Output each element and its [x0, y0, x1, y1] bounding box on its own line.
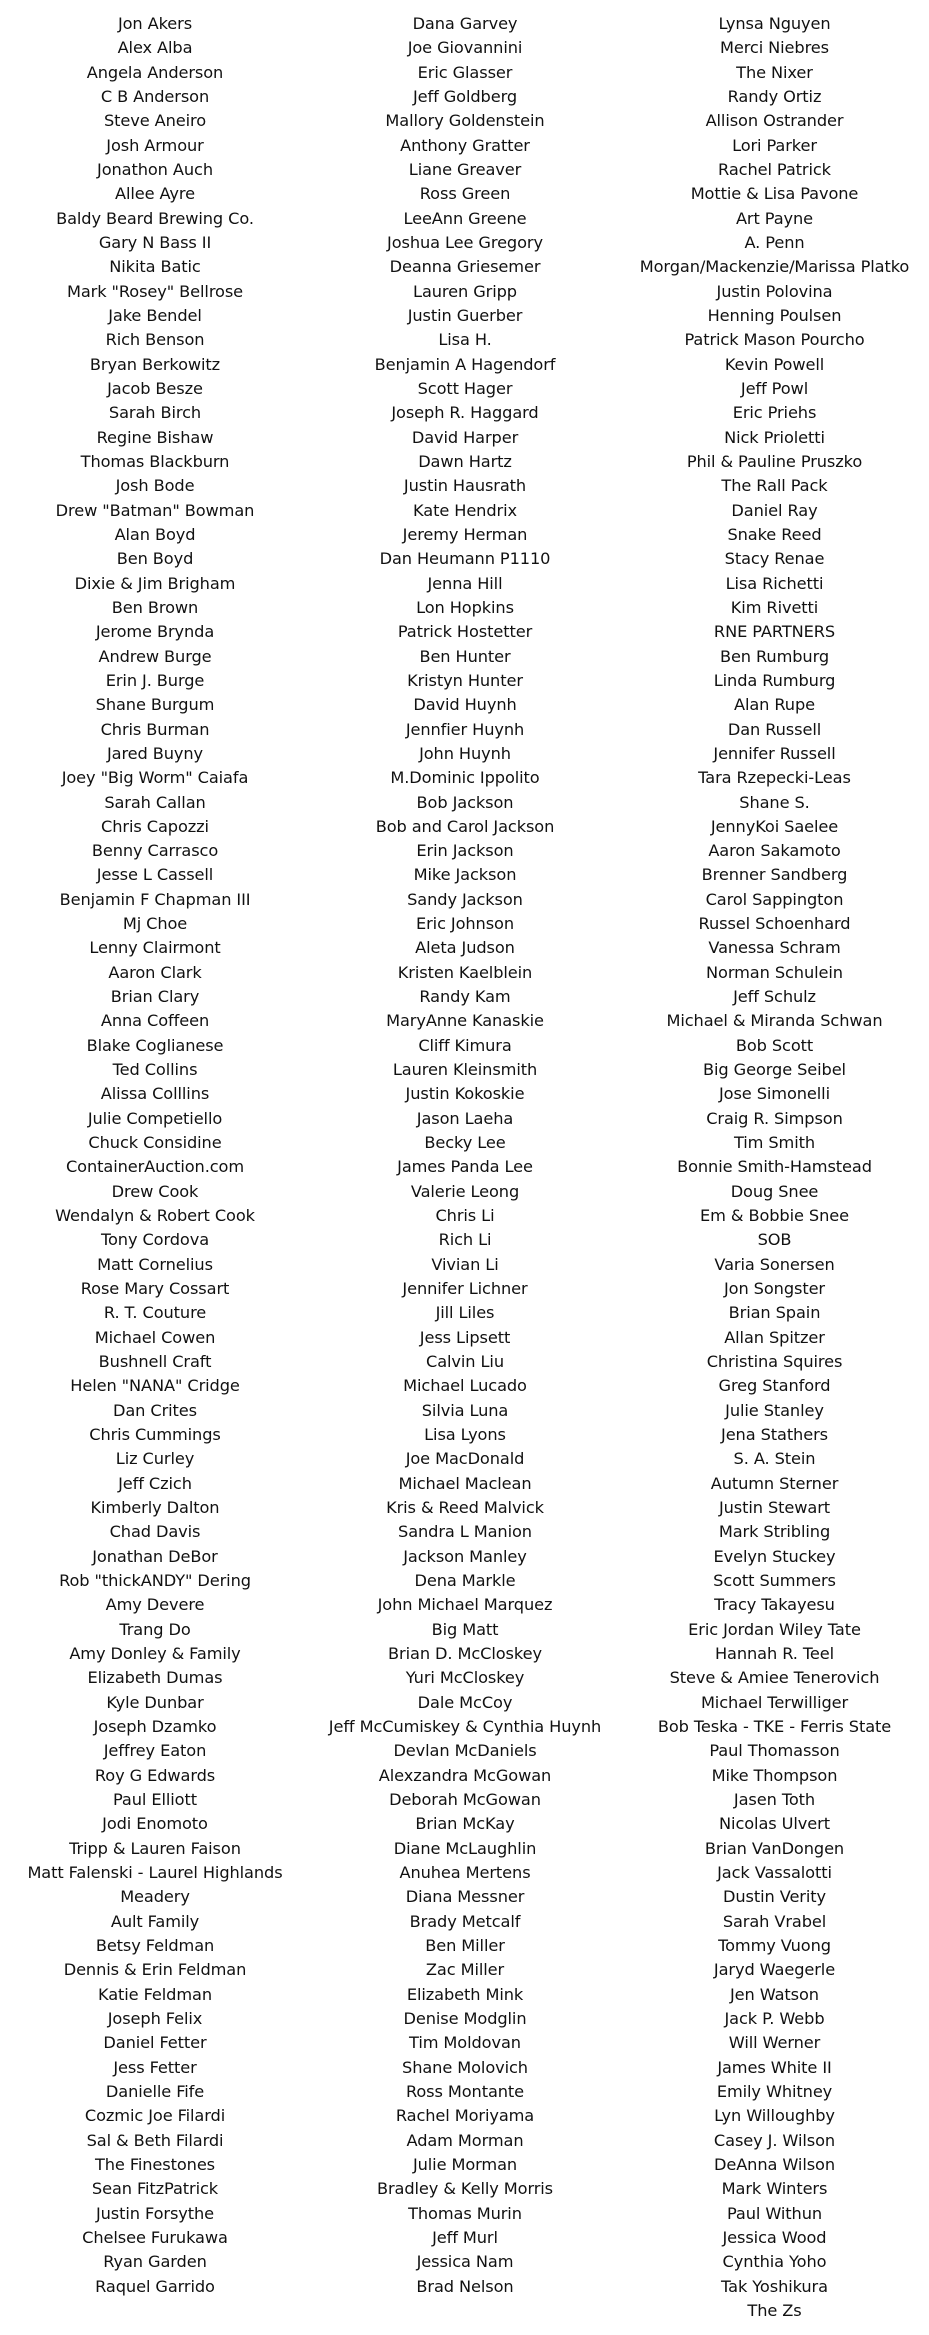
name-entry: Jesse L Cassell: [96, 865, 214, 885]
name-entry: Shane Molovich: [402, 2057, 528, 2077]
name-entry: Erin Jackson: [416, 841, 514, 861]
name-entry: Kristen Kaelblein: [397, 962, 533, 982]
name-entry: Jonathon Auch: [97, 159, 213, 179]
name-entry: Benny Carrasco: [91, 841, 219, 861]
name-entry: Hannah R. Teel: [714, 1643, 835, 1663]
name-entry: Shane Burgum: [95, 695, 215, 715]
name-entry: Sarah Vrabel: [722, 1911, 827, 1931]
name-entry: Josh Armour: [106, 135, 204, 155]
name-entry: M.Dominic Ippolito: [390, 768, 540, 788]
name-entry: Kris & Reed Malvick: [386, 1498, 544, 1518]
name-entry: Deborah McGowan: [389, 1789, 541, 1809]
name-entry: Joseph R. Haggard: [391, 403, 539, 423]
name-entry: Chuck Considine: [88, 1133, 222, 1153]
name-entry: Jennifer Russell: [713, 743, 836, 763]
name-entry: Mj Choe: [122, 914, 188, 934]
name-entry: Jeff Czich: [118, 1473, 192, 1493]
name-entry: Drew Cook: [111, 1181, 199, 1201]
name-entry: Justin Stewart: [718, 1498, 831, 1518]
name-entry: Rob "thickANDY" Dering: [59, 1571, 251, 1590]
name-entry: Brian VanDongen: [704, 1838, 845, 1858]
name-entry: Justin Polovina: [716, 281, 833, 301]
name-entry: Calvin Liu: [426, 1352, 504, 1372]
name-entry: Nicolas Ulvert: [719, 1814, 830, 1834]
name-entry: Chris Capozzi: [101, 816, 209, 836]
name-entry: Lenny Clairmont: [89, 938, 221, 958]
name-entry: Allison Ostrander: [705, 111, 844, 131]
name-entry: Tim Smith: [733, 1133, 816, 1153]
name-entry: Joe MacDonald: [405, 1449, 525, 1469]
name-entry: Roy G Edwards: [94, 1765, 216, 1785]
name-entry: Chris Li: [435, 1206, 495, 1226]
name-entry: Rachel Moriyama: [395, 2106, 535, 2126]
name-entry: Devlan McDaniels: [393, 1741, 537, 1761]
name-entry: Justin Kokoskie: [405, 1084, 525, 1104]
name-entry: Tim Moldovan: [409, 2033, 521, 2053]
name-entry: Brian Spain: [728, 1303, 821, 1323]
name-entry: Morgan/Mackenzie/Marissa Platko: [639, 257, 910, 277]
name-entry: The Nixer: [736, 62, 813, 82]
name-entry: Ben Hunter: [419, 646, 511, 666]
name-entry: ContainerAuction.com: [65, 1157, 245, 1177]
name-entry: Alan Boyd: [114, 524, 196, 544]
name-entry: Katie Feldman: [97, 1984, 212, 2004]
name-entry: Anna Coffeen: [100, 1011, 210, 1031]
name-entry: Michael Lucado: [403, 1376, 527, 1396]
name-entry: Jose Simonelli: [719, 1084, 830, 1104]
name-entry: Julie Competiello: [87, 1108, 223, 1128]
name-entry: A. Penn: [744, 232, 805, 252]
name-entry: Dan Crites: [113, 1400, 197, 1420]
name-entry: Big Matt: [431, 1619, 499, 1639]
name-entry: Ault Family: [110, 1911, 200, 1931]
name-entry: John Michael Marquez: [377, 1595, 553, 1615]
name-entry: Daniel Ray: [731, 500, 818, 520]
name-entry: Steve Aneiro: [103, 111, 207, 131]
name-entry: Deanna Griesemer: [389, 257, 541, 277]
name-entry: Justin Forsythe: [95, 2203, 215, 2223]
name-entry: Jeff Goldberg: [412, 86, 518, 106]
name-entry: Ross Montante: [405, 2081, 525, 2101]
name-entry: Dale McCoy: [417, 1692, 513, 1712]
name-entry: Michael Terwilliger: [700, 1692, 849, 1712]
name-entry: Jeff Powl: [740, 378, 809, 398]
name-entry: Jonathan DeBor: [92, 1546, 218, 1566]
name-entry: Jaryd Waegerle: [713, 1960, 836, 1980]
name-entry: Justin Guerber: [407, 305, 523, 325]
name-entry: Jack Vassalotti: [717, 1862, 832, 1882]
name-entry: Jessica Wood: [722, 2227, 827, 2247]
name-entry: Alexzandra McGowan: [378, 1765, 552, 1785]
name-entry: Allan Spitzer: [724, 1327, 825, 1347]
name-entry: Autumn Sterner: [710, 1473, 839, 1493]
name-entry: Rich Benson: [105, 330, 205, 350]
name-entry: Kristyn Hunter: [407, 670, 523, 690]
name-entry: Brian McKay: [415, 1814, 515, 1834]
name-entry: Diana Messner: [405, 1887, 525, 1907]
name-entry: Thomas Blackburn: [80, 451, 230, 471]
name-entry: Merci Niebres: [719, 38, 829, 58]
name-entry: C B Anderson: [100, 86, 210, 106]
name-entry: David Harper: [411, 427, 519, 447]
name-entry: Baldy Beard Brewing Co.: [56, 208, 254, 228]
name-entry: Scott Summers: [713, 1571, 836, 1590]
name-entry: Justin Hausrath: [403, 476, 527, 496]
name-entry: Russel Schoenhard: [698, 914, 851, 934]
name-entry: S. A. Stein: [733, 1449, 816, 1469]
name-entry: Alex Alba: [117, 38, 193, 58]
name-entry: Carol Sappington: [705, 889, 844, 909]
name-entry: Kim Rivetti: [730, 597, 819, 617]
name-entry: Drew "Batman" Bowman: [55, 500, 255, 520]
name-entry: Julie Stanley: [725, 1400, 824, 1420]
name-entry: Jena Stathers: [721, 1425, 828, 1445]
name-entry: Big George Seibel: [703, 1060, 846, 1080]
name-entry: Jeremy Herman: [402, 524, 528, 544]
name-entry: Craig R. Simpson: [706, 1108, 843, 1128]
name-entry: Diane McLaughlin: [393, 1838, 537, 1858]
name-entry: Silvia Luna: [421, 1400, 509, 1420]
name-entry: Kimberly Dalton: [90, 1498, 220, 1518]
name-entry: Lisa Richetti: [725, 573, 824, 593]
name-entry: Meadery: [120, 1887, 190, 1907]
name-entry: Cynthia Yoho: [722, 2252, 827, 2272]
name-entry: Jessica Nam: [416, 2252, 514, 2272]
name-entry: Bryan Berkowitz: [89, 354, 221, 374]
name-entry: Dennis & Erin Feldman: [63, 1960, 247, 1980]
name-entry: Lauren Gripp: [413, 281, 517, 301]
name-entry: Ben Boyd: [116, 549, 194, 569]
name-entry: Cliff Kimura: [418, 1035, 512, 1055]
name-entry: James White II: [717, 2057, 832, 2077]
name-entry: James Panda Lee: [397, 1157, 533, 1177]
name-entry: The Rall Pack: [721, 476, 828, 496]
name-entry: Tommy Vuong: [718, 1935, 831, 1955]
name-entry: Jodi Enomoto: [102, 1814, 208, 1834]
name-entry: Mallory Goldenstein: [385, 111, 545, 131]
name-entry: Sal & Beth Filardi: [86, 2130, 224, 2150]
name-entry: Allee Ayre: [115, 184, 195, 204]
name-entry: The Finestones: [94, 2154, 216, 2174]
name-entry: Jason Laeha: [416, 1108, 514, 1128]
name-entry: John Huynh: [419, 743, 511, 763]
name-entry: Bob Teska - TKE - Ferris State: [657, 1716, 892, 1736]
name-entry: Tracy Takayesu: [714, 1595, 835, 1615]
name-entry: Vivian Li: [431, 1254, 499, 1274]
name-entry: Steve & Amiee Tenerovich: [669, 1668, 880, 1688]
name-entry: Daniel Fetter: [103, 2033, 207, 2053]
name-entry: Joey "Big Worm" Caiafa: [61, 768, 249, 788]
name-entry: Jen Watson: [730, 1984, 819, 2004]
name-entry: Brady Metcalf: [409, 1911, 521, 1931]
name-entry: Paul Withun: [726, 2203, 823, 2223]
name-entry: Denise Modglin: [403, 2008, 527, 2028]
name-entry: Mike Jackson: [413, 865, 517, 885]
name-entry: Matt Cornelius: [97, 1254, 213, 1274]
name-entry: Randy Kam: [419, 987, 511, 1007]
name-entry: Chad Davis: [109, 1522, 201, 1542]
name-entry: Randy Ortiz: [727, 86, 822, 106]
name-entry: Ted Collins: [112, 1060, 198, 1080]
name-entry: Bob and Carol Jackson: [375, 816, 555, 836]
name-entry: Brian Clary: [110, 987, 200, 1007]
name-entry: Elizabeth Mink: [406, 1984, 524, 2004]
name-entry: Snake Reed: [727, 524, 822, 544]
name-entry: Lynsa Nguyen: [718, 14, 831, 33]
name-entry: Tony Cordova: [100, 1230, 210, 1250]
name-entry: Lisa Lyons: [424, 1425, 506, 1445]
name-entry: Casey J. Wilson: [713, 2130, 836, 2150]
name-entry: Phil & Pauline Pruszko: [686, 451, 863, 471]
name-entry: Tara Rzepecki-Leas: [698, 768, 851, 788]
name-entry: Adam Morman: [406, 2130, 524, 2150]
name-entry: Matt Falenski - Laurel Highlands: [27, 1862, 283, 1882]
name-entry: Rich Li: [438, 1230, 492, 1250]
name-entry: Paul Thomasson: [709, 1741, 840, 1761]
name-entry: Rose Mary Cossart: [80, 1279, 230, 1299]
name-entry: Jess Fetter: [113, 2057, 197, 2077]
name-entry: Jon Songster: [724, 1279, 825, 1299]
name-entry: Lyn Willoughby: [714, 2106, 835, 2126]
name-entry: Jerome Brynda: [95, 622, 215, 642]
name-entry: The Zs: [747, 2300, 802, 2320]
name-entry: Emily Whitney: [716, 2081, 833, 2101]
name-entry: Josh Bode: [115, 476, 195, 496]
name-entry: Lisa H.: [438, 330, 492, 350]
name-entry: Chris Burman: [100, 719, 210, 739]
name-entry: Michael & Miranda Schwan: [666, 1011, 883, 1031]
name-entry: Helen "NANA" Cridge: [70, 1376, 240, 1396]
name-entry: Jenna Hill: [427, 573, 503, 593]
name-entry: Aaron Sakamoto: [708, 841, 841, 861]
name-entry: Joshua Lee Gregory: [387, 232, 543, 252]
name-entry: Will Werner: [728, 2033, 821, 2053]
name-entry: Nick Prioletti: [724, 427, 825, 447]
name-entry: Amy Devere: [105, 1595, 205, 1615]
name-entry: Tripp & Lauren Faison: [69, 1838, 241, 1858]
name-entry: Liz Curley: [115, 1449, 195, 1469]
name-entry: Shane S.: [739, 792, 810, 812]
name-entry: Ben Miller: [425, 1935, 505, 1955]
name-entry: Sean FitzPatrick: [91, 2179, 219, 2199]
name-entry: Mark Stribling: [718, 1522, 831, 1542]
name-entry: Lon Hopkins: [416, 597, 514, 617]
name-entry: Thomas Murin: [408, 2203, 522, 2223]
name-entry: Patrick Hostetter: [397, 622, 533, 642]
name-entry: Bradley & Kelly Morris: [376, 2179, 554, 2199]
name-entry: Linda Rumburg: [713, 670, 836, 690]
name-entry: SOB: [757, 1230, 792, 1250]
name-entry: Dena Markle: [414, 1571, 516, 1590]
name-entry: Sarah Callan: [104, 792, 206, 812]
name-entry: Julie Morman: [412, 2154, 518, 2174]
name-entry: Benjamin F Chapman III: [59, 889, 251, 909]
name-entry: Wendalyn & Robert Cook: [55, 1206, 255, 1226]
name-entry: Bonnie Smith-Hamstead: [677, 1157, 872, 1177]
name-entry: Becky Lee: [424, 1133, 506, 1153]
name-entry: Anuhea Mertens: [399, 1862, 531, 1882]
name-entry: Jeff Murl: [432, 2227, 498, 2247]
name-entry: Gary N Bass II: [98, 232, 212, 252]
name-entry: Mark "Rosey" Bellrose: [66, 281, 244, 301]
name-entry: Eric Jordan Wiley Tate: [688, 1619, 861, 1639]
name-entry: Jack P. Webb: [724, 2008, 825, 2028]
name-entry: Doug Snee: [730, 1181, 819, 1201]
name-entry: Jackson Manley: [403, 1546, 527, 1566]
name-entry: Chris Cummings: [89, 1425, 221, 1445]
name-entry: Jon Akers: [117, 14, 193, 33]
name-entry: Dixie & Jim Brigham: [74, 573, 236, 593]
name-entry: Jasen Toth: [733, 1789, 816, 1809]
name-entry: Alissa Colllins: [100, 1084, 210, 1104]
name-entry: Kyle Dunbar: [106, 1692, 204, 1712]
name-entry: Evelyn Stuckey: [713, 1546, 836, 1566]
name-entry: Jess Lipsett: [419, 1327, 511, 1347]
name-entry: Sandy Jackson: [407, 889, 523, 909]
name-entry: Eric Priehs: [732, 403, 817, 423]
name-entry: Bob Jackson: [416, 792, 514, 812]
names-list-page: [0, 12, 929, 2322]
name-entry: MaryAnne Kanaskie: [386, 1011, 544, 1031]
name-entry: Andrew Burge: [98, 646, 212, 666]
name-entry: Lauren Kleinsmith: [392, 1060, 538, 1080]
name-entry: Jeff Schulz: [733, 987, 816, 1007]
name-entry: Raquel Garrido: [95, 2276, 215, 2296]
name-entry: RNE PARTNERS: [713, 622, 836, 642]
name-entry: LeeAnn Greene: [403, 208, 527, 228]
name-entry: Zac Miller: [425, 1960, 505, 1980]
name-entry: Greg Stanford: [718, 1376, 831, 1396]
name-entry: Rachel Patrick: [718, 159, 831, 179]
name-entry: Jennifer Lichner: [402, 1279, 528, 1299]
name-entry: Michael Cowen: [94, 1327, 216, 1347]
name-entry: Joe Giovannini: [407, 38, 523, 58]
name-entry: Lori Parker: [732, 135, 817, 155]
name-entry: Sarah Birch: [108, 403, 202, 423]
name-entry: Ben Brown: [111, 597, 199, 617]
name-entry: Jake Bendel: [108, 305, 202, 325]
name-entry: Chelsee Furukawa: [82, 2227, 228, 2247]
name-entry: Eric Glasser: [417, 62, 513, 82]
name-entry: Kevin Powell: [724, 354, 825, 374]
name-entry: Yuri McCloskey: [405, 1668, 525, 1688]
name-entry: Liane Greaver: [408, 159, 522, 179]
name-entry: Brian D. McCloskey: [388, 1643, 542, 1663]
name-entry: Joseph Felix: [107, 2008, 203, 2028]
name-entry: Jeff McCumiskey & Cynthia Huynh: [328, 1716, 602, 1736]
name-entry: Ryan Garden: [103, 2252, 207, 2272]
name-entry: Dawn Hartz: [418, 451, 512, 471]
name-entry: Dan Russell: [727, 719, 822, 739]
name-entry: Stacy Renae: [724, 549, 825, 569]
name-entry: Mottie & Lisa Pavone: [690, 184, 859, 204]
name-column-2: [310, 12, 620, 2322]
name-entry: David Huynh: [413, 695, 517, 715]
name-entry: Jennfier Huynh: [405, 719, 525, 739]
name-entry: Dan Heumann P1110: [379, 549, 551, 569]
name-entry: Dana Garvey: [412, 14, 518, 33]
name-entry: Scott Hager: [417, 378, 513, 398]
name-entry: Angela Anderson: [86, 62, 224, 82]
name-entry: Erin J. Burge: [105, 670, 205, 690]
name-entry: Tak Yoshikura: [721, 2276, 828, 2296]
name-entry: Bushnell Craft: [98, 1352, 212, 1372]
name-entry: Jared Buyny: [106, 743, 204, 763]
name-entry: Joseph Dzamko: [93, 1716, 217, 1736]
name-entry: Michael Maclean: [398, 1473, 532, 1493]
name-entry: Trang Do: [119, 1619, 191, 1639]
name-entry: Sandra L Manion: [398, 1522, 532, 1542]
name-entry: Em & Bobbie Snee: [700, 1206, 849, 1226]
name-entry: Nikita Batic: [109, 257, 201, 277]
name-entry: Jeffrey Eaton: [103, 1741, 207, 1761]
name-entry: Eric Johnson: [415, 914, 515, 934]
name-entry: Patrick Mason Pourcho: [684, 330, 865, 350]
name-entry: Ben Rumburg: [719, 646, 830, 666]
name-entry: Aaron Clark: [108, 962, 202, 982]
name-entry: Cozmic Joe Filardi: [84, 2106, 226, 2126]
name-entry: Aleta Judson: [415, 938, 515, 958]
name-entry: Mark Winters: [721, 2179, 828, 2199]
name-entry: Valerie Leong: [410, 1181, 520, 1201]
name-entry: JennyKoi Saelee: [710, 816, 839, 836]
name-entry: Brad Nelson: [416, 2276, 514, 2296]
name-entry: Betsy Feldman: [95, 1935, 215, 1955]
name-entry: R. T. Couture: [103, 1303, 207, 1323]
name-entry: Varia Sonersen: [714, 1254, 835, 1274]
name-entry: Brenner Sandberg: [701, 865, 848, 885]
name-column-3: [620, 12, 929, 2322]
name-entry: Amy Donley & Family: [69, 1643, 241, 1663]
name-entry: Ross Green: [419, 184, 511, 204]
name-entry: Danielle Fife: [105, 2081, 205, 2101]
name-entry: DeAnna Wilson: [713, 2154, 836, 2174]
name-entry: Henning Poulsen: [707, 305, 842, 325]
name-entry: Alan Rupe: [733, 695, 815, 715]
name-entry: Paul Elliott: [113, 1789, 197, 1809]
name-entry: Art Payne: [735, 208, 814, 228]
name-entry: Vanessa Schram: [708, 938, 841, 958]
name-entry: Dustin Verity: [723, 1887, 826, 1907]
name-entry: Jill Liles: [435, 1303, 495, 1323]
name-entry: Anthony Gratter: [400, 135, 530, 155]
name-entry: Blake Coglianese: [86, 1035, 224, 1055]
name-column-1: [0, 12, 310, 2322]
name-entry: Regine Bishaw: [96, 427, 214, 447]
name-entry: Elizabeth Dumas: [87, 1668, 223, 1688]
name-entry: Benjamin A Hagendorf: [374, 354, 556, 374]
name-entry: Mike Thompson: [711, 1765, 838, 1785]
name-entry: Kate Hendrix: [413, 500, 517, 520]
name-entry: Jacob Besze: [107, 378, 203, 398]
name-entry: Christina Squires: [706, 1352, 843, 1372]
name-entry: Bob Scott: [735, 1035, 814, 1055]
name-entry: Norman Schulein: [706, 962, 843, 982]
